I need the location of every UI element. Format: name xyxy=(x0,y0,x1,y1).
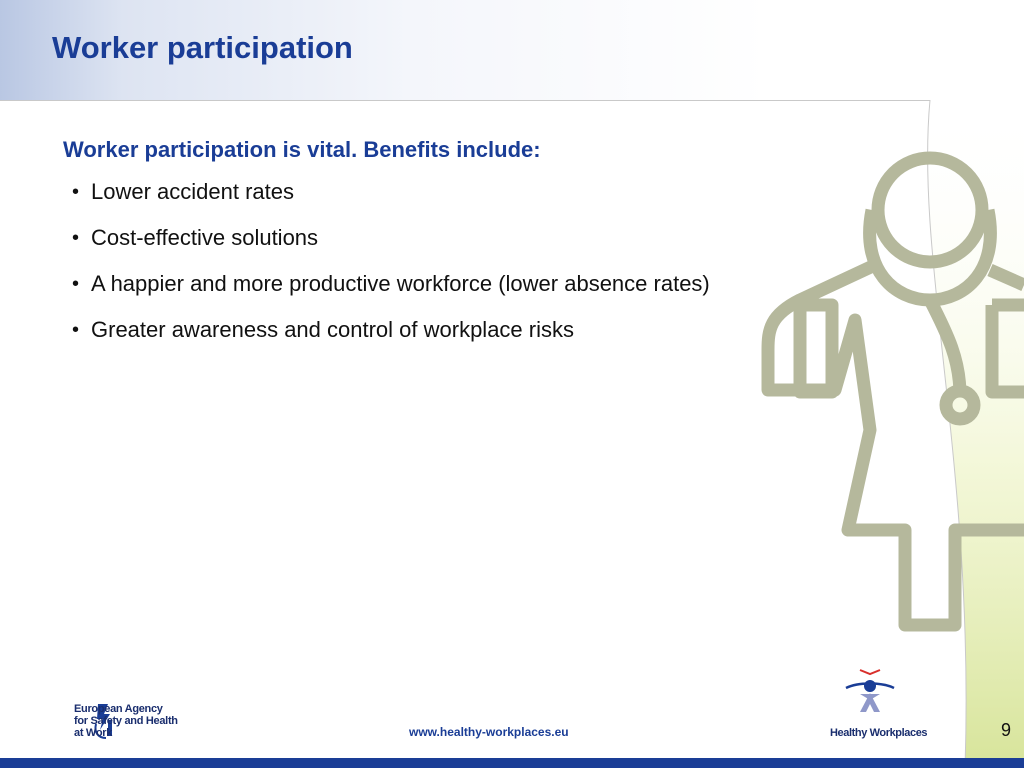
healthy-workplaces-logo-icon xyxy=(838,666,918,726)
list-item xyxy=(63,225,863,251)
bullet-icon: • xyxy=(72,273,80,295)
slide-body xyxy=(63,137,863,363)
agency-logo-text xyxy=(74,703,178,739)
agency-logo-line: at Work xyxy=(74,727,113,739)
intro-text: Worker participation is vital. Benefits include: xyxy=(63,137,541,162)
campaign-logo-text: Healthy Workplaces xyxy=(830,727,928,739)
bullet-text: Greater awareness and control of workplace risks xyxy=(91,317,574,342)
bullet-text: Cost-effective solutions xyxy=(91,225,319,250)
footer-bar xyxy=(0,758,1024,768)
bullet-icon: • xyxy=(72,227,80,249)
bullet-text: A happier and more productive workforce (lower absence rates) xyxy=(91,271,710,296)
page-number: 9 xyxy=(1001,720,1012,740)
slide-title: Worker participation xyxy=(52,30,353,65)
list-item xyxy=(63,317,863,343)
list-item xyxy=(63,271,863,297)
bullet-icon: • xyxy=(72,181,80,203)
benefits-list xyxy=(63,179,863,343)
footer-url-link[interactable]: www.healthy-workplaces.eu xyxy=(409,725,569,739)
bullet-icon: • xyxy=(72,319,80,341)
list-item xyxy=(63,179,863,205)
agency-logo-line: for Safety and Health xyxy=(74,715,178,727)
bullet-text: Lower accident rates xyxy=(91,179,294,204)
agency-logo-line: European Agency xyxy=(74,703,163,715)
